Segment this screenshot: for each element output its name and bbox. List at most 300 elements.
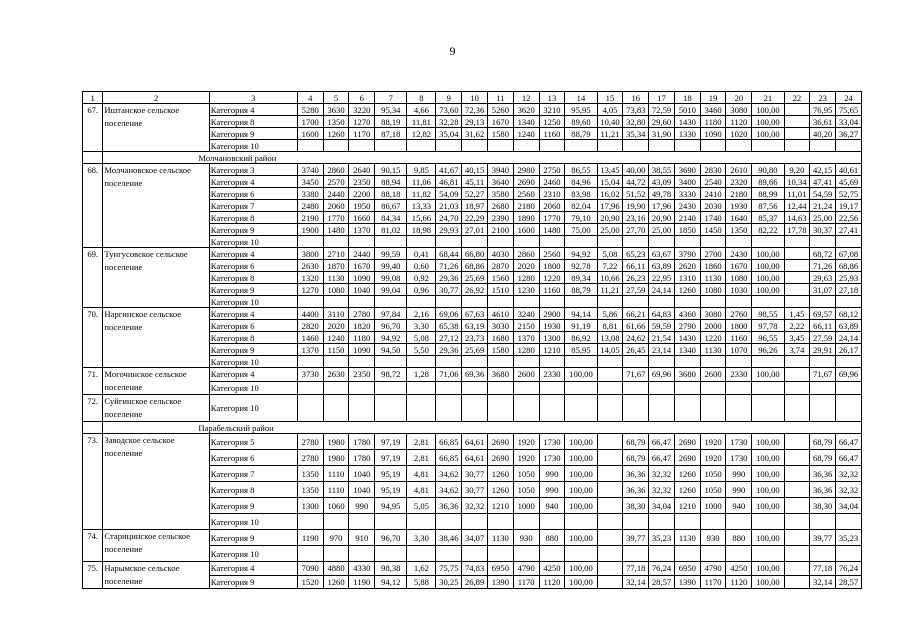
value-cell: 100,00 [752, 368, 784, 382]
value-cell: 10,40 [597, 116, 623, 128]
value-cell: 2150 [513, 320, 539, 332]
value-cell: 21,24 [810, 200, 836, 212]
value-cell: 1860 [700, 260, 726, 272]
value-cell [407, 140, 436, 152]
value-cell: 100,00 [752, 434, 784, 450]
value-cell [674, 395, 700, 422]
header-cell: 18 [674, 92, 700, 104]
value-cell: 99,04 [375, 284, 407, 296]
value-cell [810, 514, 836, 530]
value-cell: 1350 [323, 116, 349, 128]
value-cell [488, 395, 514, 422]
value-cell: 100,00 [565, 575, 597, 589]
value-cell: 1850 [674, 224, 700, 236]
value-cell: 3640 [488, 176, 514, 188]
value-cell: 1130 [488, 530, 514, 546]
district-row [83, 152, 862, 164]
value-cell: 38,30 [623, 498, 649, 514]
value-cell: 2030 [700, 200, 726, 212]
value-cell: 34,04 [836, 498, 862, 514]
value-cell [784, 284, 810, 296]
value-cell: 66,47 [836, 450, 862, 466]
value-cell: 1130 [700, 272, 726, 284]
value-cell [726, 296, 752, 308]
value-cell: 1130 [674, 530, 700, 546]
value-cell: 2690 [674, 434, 700, 450]
value-cell: 3080 [700, 308, 726, 320]
value-cell [597, 450, 623, 466]
value-cell: 34,07 [462, 530, 488, 546]
header-cell: 4 [297, 92, 323, 104]
value-cell [700, 356, 726, 368]
value-cell: 1390 [674, 575, 700, 589]
category-cell: Категория 4 [209, 368, 297, 382]
value-cell [836, 514, 862, 530]
value-cell [407, 296, 436, 308]
municipality-name: Иштанское сельское поселение [103, 104, 209, 152]
value-cell [513, 296, 539, 308]
row-index: 71. [83, 368, 103, 395]
value-cell [436, 514, 462, 530]
value-cell: 1000 [700, 498, 726, 514]
value-cell [462, 514, 488, 530]
value-cell: 930 [700, 530, 726, 546]
value-cell: 1820 [349, 320, 375, 332]
municipality-name: Заводское сельское поселение [103, 434, 209, 530]
value-cell: 1190 [349, 575, 375, 589]
value-cell: 16,02 [597, 188, 623, 200]
value-cell: 2690 [488, 434, 514, 450]
value-cell [407, 395, 436, 422]
value-cell: 32,14 [810, 575, 836, 589]
value-cell [513, 381, 539, 395]
value-cell: 68,12 [836, 308, 862, 320]
category-cell: Категория 6 [209, 188, 297, 200]
value-cell: 3800 [297, 248, 323, 260]
value-cell [488, 546, 514, 562]
value-cell: 1510 [488, 284, 514, 296]
value-cell: 36,36 [436, 498, 462, 514]
value-cell: 81,02 [375, 224, 407, 236]
value-cell [784, 434, 810, 450]
category-cell: Категория 8 [209, 332, 297, 344]
value-cell: 69,36 [462, 368, 488, 382]
value-cell [597, 296, 623, 308]
category-cell: Категория 7 [209, 466, 297, 482]
value-cell: 34,62 [436, 482, 462, 498]
value-cell: 100,00 [752, 575, 784, 589]
value-cell: 1730 [539, 450, 565, 466]
value-cell [597, 236, 623, 248]
value-cell: 88,79 [565, 128, 597, 140]
category-cell: Категория 8 [209, 116, 297, 128]
district-name: Молчановский район [103, 152, 862, 164]
value-cell: 89,60 [565, 116, 597, 128]
value-cell: 100,00 [565, 450, 597, 466]
value-cell: 61,66 [623, 320, 649, 332]
value-cell [810, 356, 836, 368]
value-cell: 6950 [488, 562, 514, 576]
value-cell: 96,70 [375, 530, 407, 546]
value-cell: 68,86 [836, 260, 862, 272]
value-cell: 1730 [726, 450, 752, 466]
value-cell: 98,55 [752, 308, 784, 320]
value-cell [810, 236, 836, 248]
value-cell: 2320 [726, 176, 752, 188]
value-cell: 100,00 [565, 482, 597, 498]
value-cell: 4360 [674, 308, 700, 320]
value-cell: 90,15 [375, 164, 407, 176]
value-cell: 54,59 [810, 188, 836, 200]
value-cell: 2780 [297, 450, 323, 466]
value-cell: 2180 [513, 200, 539, 212]
value-cell [752, 546, 784, 562]
value-cell: 1780 [349, 450, 375, 466]
value-cell [565, 381, 597, 395]
value-cell: 2390 [488, 212, 514, 224]
value-cell [784, 530, 810, 546]
value-cell: 4,81 [407, 466, 436, 482]
value-cell: 1,28 [407, 368, 436, 382]
value-cell: 82,22 [752, 224, 784, 236]
header-cell: 20 [726, 92, 752, 104]
value-cell: 19,17 [836, 200, 862, 212]
value-cell: 4,81 [407, 482, 436, 498]
value-cell: 33,04 [836, 116, 862, 128]
value-cell: 1210 [674, 498, 700, 514]
value-cell [649, 395, 675, 422]
header-cell: 7 [375, 92, 407, 104]
value-cell: 83,98 [565, 188, 597, 200]
value-cell: 97,78 [752, 320, 784, 332]
value-cell: 85,95 [565, 344, 597, 356]
index-cell [83, 422, 103, 434]
value-cell: 2760 [726, 308, 752, 320]
value-cell: 41,67 [436, 164, 462, 176]
value-cell: 3240 [513, 308, 539, 320]
value-cell: 35,23 [649, 530, 675, 546]
value-cell: 100,00 [565, 434, 597, 450]
value-cell [597, 562, 623, 576]
value-cell [488, 514, 514, 530]
value-cell: 29,91 [810, 344, 836, 356]
value-cell [649, 236, 675, 248]
value-cell [784, 260, 810, 272]
value-cell: 46,81 [436, 176, 462, 188]
value-cell: 22,56 [836, 212, 862, 224]
value-cell: 100,00 [565, 530, 597, 546]
value-cell: 75,00 [565, 224, 597, 236]
value-cell [297, 395, 323, 422]
value-cell: 2540 [700, 176, 726, 188]
value-cell: 2780 [297, 434, 323, 450]
value-cell [462, 546, 488, 562]
value-cell: 4250 [726, 562, 752, 576]
value-cell: 97,19 [375, 450, 407, 466]
value-cell: 23,16 [623, 212, 649, 224]
value-cell: 24,70 [436, 212, 462, 224]
value-cell [462, 381, 488, 395]
value-cell: 73,60 [436, 104, 462, 116]
value-cell: 2480 [297, 200, 323, 212]
value-cell [784, 482, 810, 498]
value-cell: 1920 [700, 450, 726, 466]
value-cell [513, 395, 539, 422]
row-index: 68. [83, 164, 103, 248]
value-cell [810, 381, 836, 395]
value-cell [462, 236, 488, 248]
value-cell [565, 140, 597, 152]
value-cell: 90,80 [752, 164, 784, 176]
municipality-name: Молчановское сельское поселение [103, 164, 209, 248]
value-cell: 36,36 [810, 466, 836, 482]
value-cell: 95,95 [565, 104, 597, 116]
value-cell [565, 296, 597, 308]
value-cell: 88,99 [752, 188, 784, 200]
value-cell [488, 296, 514, 308]
value-cell: 13,33 [407, 200, 436, 212]
value-cell [784, 140, 810, 152]
value-cell: 1230 [513, 284, 539, 296]
value-cell: 35,04 [436, 128, 462, 140]
value-cell: 42,15 [810, 164, 836, 176]
value-cell: 23,14 [649, 344, 675, 356]
value-cell: 1920 [513, 450, 539, 466]
value-cell [349, 546, 375, 562]
value-cell: 65,23 [623, 248, 649, 260]
value-cell: 25,00 [649, 224, 675, 236]
value-cell [752, 356, 784, 368]
value-cell: 2180 [726, 188, 752, 200]
value-cell: 6950 [674, 562, 700, 576]
value-cell [836, 546, 862, 562]
value-cell: 45,69 [836, 176, 862, 188]
value-cell [375, 546, 407, 562]
value-cell: 2060 [539, 200, 565, 212]
value-cell: 94,50 [375, 344, 407, 356]
value-cell: 68,79 [810, 450, 836, 466]
value-cell [513, 140, 539, 152]
value-cell [752, 140, 784, 152]
row-index: 67. [83, 104, 103, 152]
table-row [83, 562, 862, 576]
value-cell: 3680 [488, 368, 514, 382]
value-cell: 5,86 [597, 308, 623, 320]
value-cell: 2430 [674, 200, 700, 212]
value-cell [623, 381, 649, 395]
value-cell: 35,34 [623, 128, 649, 140]
value-cell: 26,89 [462, 575, 488, 589]
value-cell: 100,00 [752, 248, 784, 260]
value-cell: 21,54 [649, 332, 675, 344]
category-cell: Категория 4 [209, 308, 297, 320]
value-cell [513, 514, 539, 530]
value-cell: 3,45 [784, 332, 810, 344]
value-cell: 1170 [349, 128, 375, 140]
value-cell: 2790 [674, 320, 700, 332]
value-cell: 1160 [539, 284, 565, 296]
value-cell: 1920 [513, 434, 539, 450]
header-cell: 6 [349, 92, 375, 104]
value-cell [836, 381, 862, 395]
value-cell: 1090 [349, 272, 375, 284]
value-cell: 27,59 [623, 284, 649, 296]
value-cell: 1700 [297, 116, 323, 128]
value-cell [349, 514, 375, 530]
value-cell: 29,60 [649, 116, 675, 128]
value-cell: 63,89 [649, 260, 675, 272]
value-cell: 72,59 [649, 104, 675, 116]
value-cell: 2140 [674, 212, 700, 224]
index-cell [83, 152, 103, 164]
value-cell: 990 [726, 482, 752, 498]
value-cell [488, 236, 514, 248]
value-cell [436, 546, 462, 562]
value-cell: 1660 [349, 212, 375, 224]
value-cell: 87,56 [752, 200, 784, 212]
row-index: 69. [83, 248, 103, 308]
value-cell: 1300 [297, 498, 323, 514]
value-cell: 71,67 [623, 368, 649, 382]
value-cell: 3620 [513, 104, 539, 116]
value-cell [674, 296, 700, 308]
value-cell: 75,75 [436, 562, 462, 576]
value-cell: 97,19 [375, 434, 407, 450]
district-row [83, 422, 862, 434]
value-cell: 25,69 [462, 344, 488, 356]
value-cell [297, 356, 323, 368]
value-cell: 40,00 [623, 164, 649, 176]
value-cell: 3730 [297, 368, 323, 382]
value-cell: 1730 [726, 434, 752, 450]
value-cell: 20,90 [649, 212, 675, 224]
value-cell: 2860 [513, 248, 539, 260]
municipality-name: Нарымское сельское поселение [103, 562, 209, 589]
value-cell: 100,00 [565, 562, 597, 576]
value-cell: 30,77 [436, 284, 462, 296]
value-cell: 1,62 [407, 562, 436, 576]
value-cell: 9,20 [784, 164, 810, 176]
page-number: 9 [449, 44, 456, 58]
value-cell [597, 381, 623, 395]
value-cell: 2200 [349, 188, 375, 200]
value-cell [407, 356, 436, 368]
value-cell: 65,38 [436, 320, 462, 332]
value-cell [784, 296, 810, 308]
value-cell: 1120 [539, 575, 565, 589]
value-cell: 67,63 [462, 308, 488, 320]
value-cell: 4790 [700, 562, 726, 576]
value-cell: 68,79 [623, 450, 649, 466]
value-cell: 1150 [323, 344, 349, 356]
value-cell: 1,45 [784, 308, 810, 320]
value-cell: 1080 [323, 284, 349, 296]
value-cell [597, 140, 623, 152]
value-cell: 3690 [674, 164, 700, 176]
value-cell [836, 395, 862, 422]
value-cell: 1210 [488, 498, 514, 514]
value-cell: 30,77 [462, 466, 488, 482]
value-cell [375, 356, 407, 368]
category-cell: Категория 9 [209, 128, 297, 140]
value-cell: 2440 [323, 188, 349, 200]
value-cell: 1390 [488, 575, 514, 589]
value-cell [375, 514, 407, 530]
value-cell [375, 140, 407, 152]
value-cell: 1170 [700, 575, 726, 589]
value-cell [752, 514, 784, 530]
value-cell: 3210 [539, 104, 565, 116]
value-cell: 36,36 [623, 482, 649, 498]
value-cell [700, 395, 726, 422]
table-row [83, 104, 862, 116]
value-cell [407, 546, 436, 562]
value-cell [488, 140, 514, 152]
value-cell: 930 [513, 530, 539, 546]
value-cell: 22,95 [649, 272, 675, 284]
value-cell: 49,78 [649, 188, 675, 200]
value-cell [597, 575, 623, 589]
value-cell [565, 546, 597, 562]
value-cell: 63,89 [836, 320, 862, 332]
value-cell: 2060 [323, 200, 349, 212]
header-cell: 23 [810, 92, 836, 104]
value-cell [462, 296, 488, 308]
value-cell: 5,08 [407, 332, 436, 344]
value-cell: 69,96 [836, 368, 862, 382]
value-cell [436, 236, 462, 248]
value-cell: 5,88 [407, 575, 436, 589]
value-cell [349, 356, 375, 368]
value-cell [597, 368, 623, 382]
header-cell: 12 [513, 92, 539, 104]
municipality-name: Могочинское сельское поселение [103, 368, 209, 395]
value-cell: 5,08 [597, 248, 623, 260]
value-cell [488, 381, 514, 395]
value-cell [349, 395, 375, 422]
value-cell: 20,90 [597, 212, 623, 224]
municipality-name: Старицинское сельское поселение [103, 530, 209, 562]
value-cell: 11,06 [407, 176, 436, 188]
value-cell: 88,79 [565, 284, 597, 296]
value-cell: 39,77 [623, 530, 649, 546]
value-cell: 66,47 [649, 450, 675, 466]
value-cell: 25,69 [462, 272, 488, 284]
value-cell: 69,57 [810, 308, 836, 320]
value-cell [597, 482, 623, 498]
value-cell [784, 248, 810, 260]
value-cell: 1980 [323, 450, 349, 466]
value-cell: 2560 [513, 188, 539, 200]
value-cell [323, 140, 349, 152]
value-cell: 1250 [539, 116, 565, 128]
value-cell [407, 381, 436, 395]
row-index: 72. [83, 395, 103, 422]
value-cell: 3450 [297, 176, 323, 188]
value-cell: 32,14 [623, 575, 649, 589]
value-cell: 36,61 [810, 116, 836, 128]
value-cell: 77,18 [623, 562, 649, 576]
value-cell: 1980 [323, 434, 349, 450]
value-cell: 95,19 [375, 466, 407, 482]
category-cell: Категория 10 [209, 236, 297, 248]
value-cell [784, 128, 810, 140]
value-cell: 100,00 [752, 562, 784, 576]
municipality-name: Тунгусовское сельское поселение [103, 248, 209, 308]
value-cell: 39,77 [810, 530, 836, 546]
value-cell: 100,00 [752, 272, 784, 284]
category-cell: Категория 9 [209, 344, 297, 356]
